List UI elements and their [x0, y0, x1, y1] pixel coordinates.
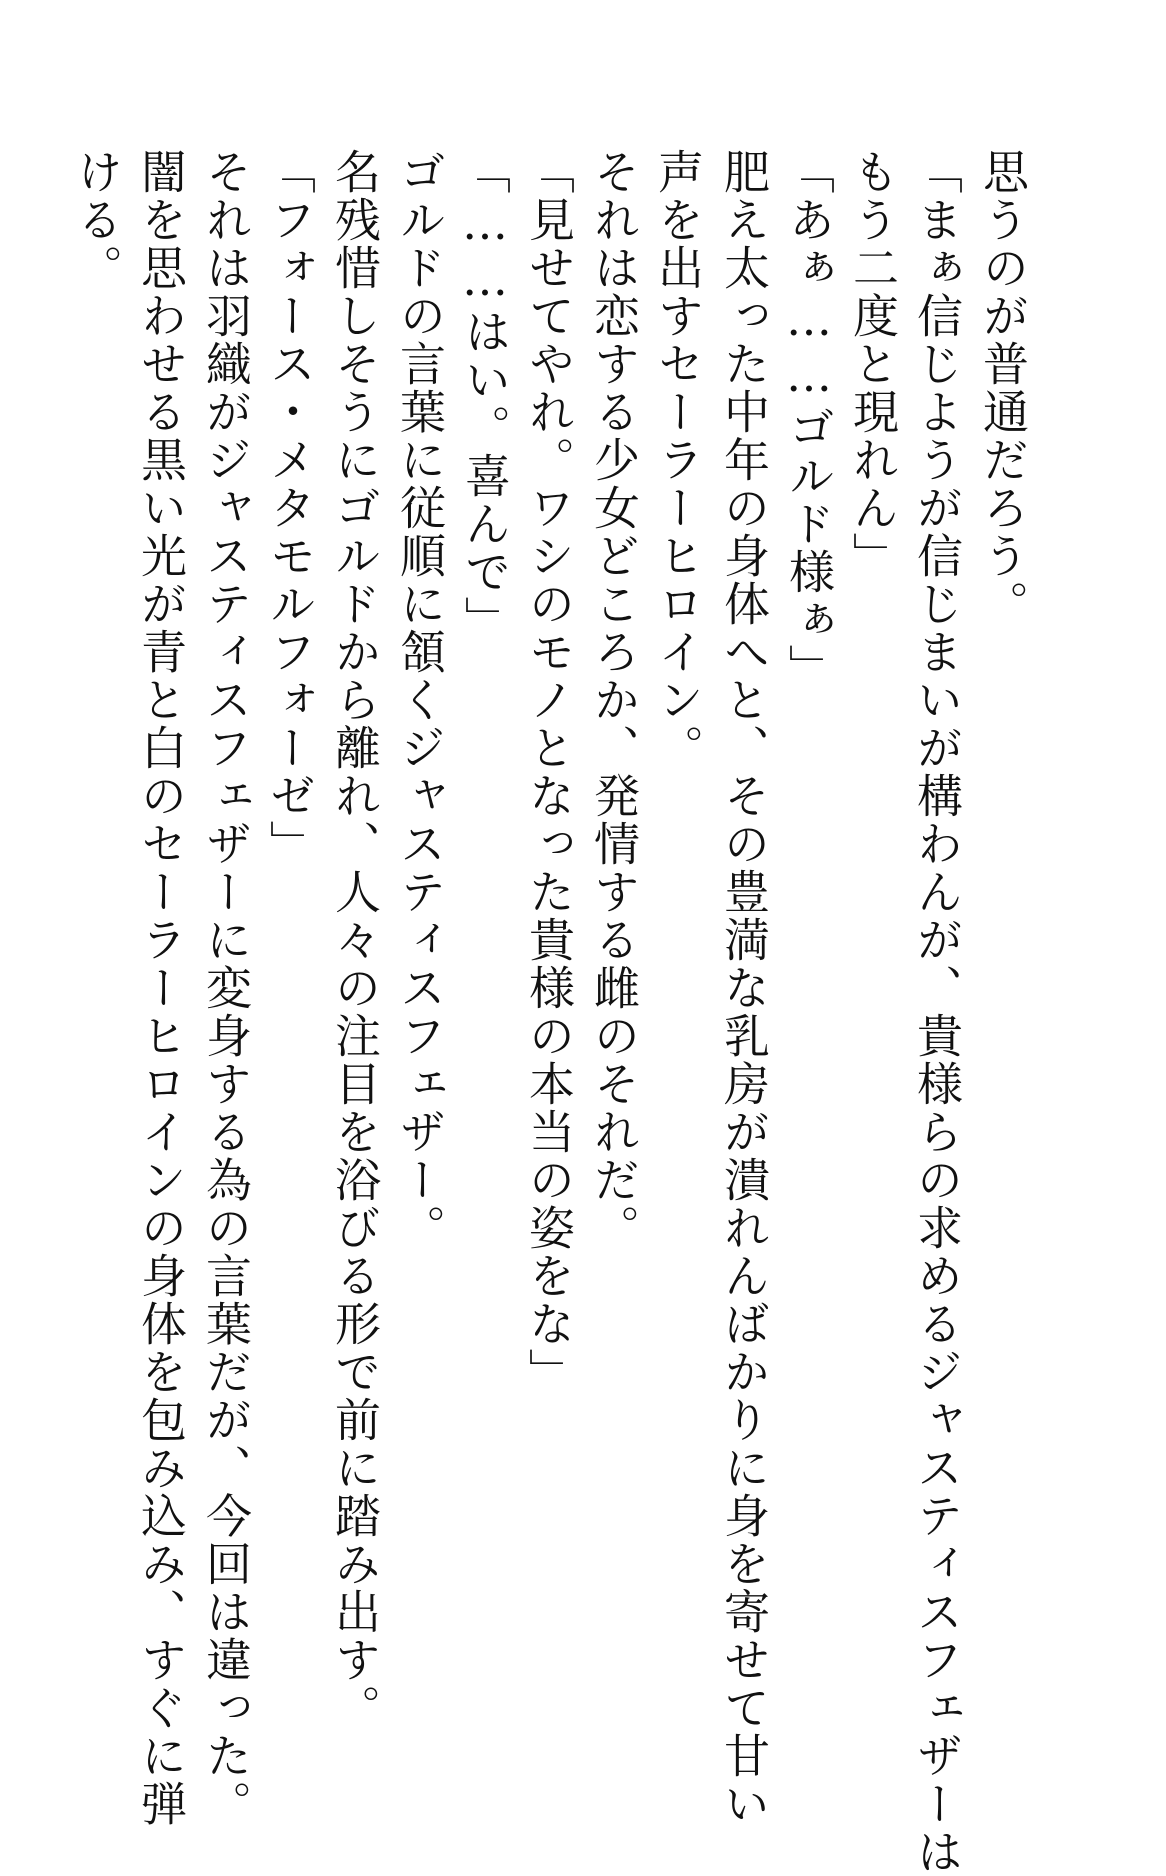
- text-line-7: それは恋する少女どころか、発情する雌のそれだ。: [587, 148, 641, 1252]
- text-line-8: 「見せてやれ。ワシのモノとなった貴様の本当の姿をな」: [522, 148, 576, 1396]
- text-line-13: それは羽織がジャスティスフェザーに変身する為の言葉だが、今回は違った。: [199, 148, 253, 1828]
- text-line-9: 「……はい。喜んで」: [458, 148, 512, 644]
- text-line-6: 声を出すセーラーヒロイン。: [651, 148, 705, 772]
- text-line-15: ける。: [70, 148, 124, 292]
- text-line-1: 思うのが普通だろう。: [976, 148, 1030, 628]
- text-line-4: 「あぁ……ゴルド様ぁ」: [782, 148, 836, 692]
- text-line-11: 名残惜しそうにゴルドから離れ、人々の注目を浴びる形で前に踏み出す。: [328, 148, 382, 1732]
- text-line-10: ゴルドの言葉に従順に頷くジャスティスフェザー。: [393, 148, 447, 1252]
- text-line-14: 闇を思わせる黒い光が青と白のセーラーヒロインの身体を包み込み、すぐに弾: [134, 148, 188, 1828]
- text-line-2: 「まぁ信じようが信じまいが構わんが、貴様らの求めるジャスティスフェザーは: [910, 148, 964, 1876]
- text-line-3: もう二度と現れん」: [846, 148, 900, 580]
- text-line-12: 「フォース・メタモルフォーゼ」: [263, 148, 317, 868]
- text-line-5: 肥え太った中年の身体へと、その豊満な乳房が潰れんばかりに身を寄せて甘い: [717, 148, 771, 1828]
